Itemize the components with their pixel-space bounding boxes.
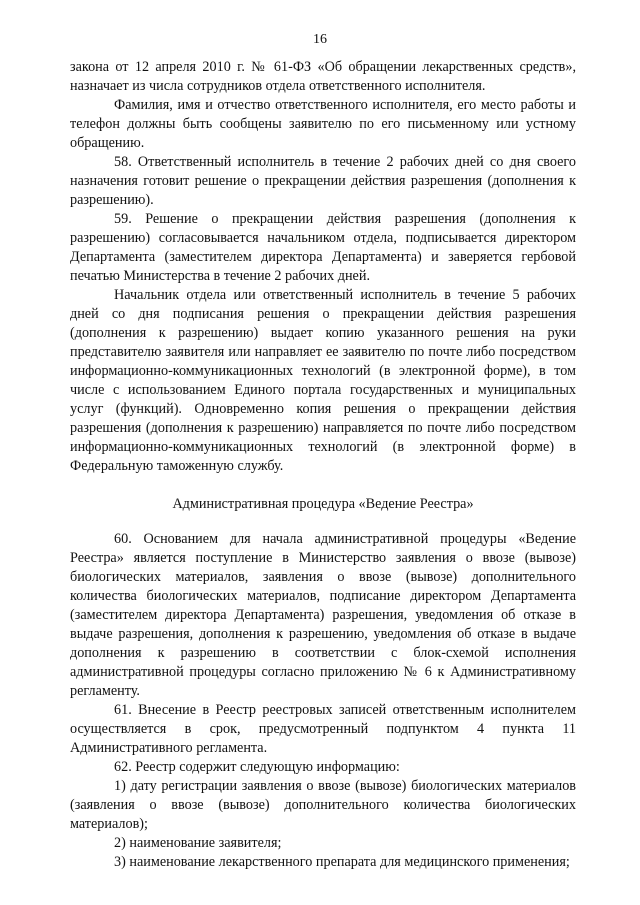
paragraph-61: 61. Внесение в Реестр реестровых записей ответственным исполнителем осуществляется в срок, предусмотренный подпунктом 4 пункта 11 Административного регламента.: [70, 702, 576, 756]
paragraph-59: 59. Решение о прекращении действия разрешения (дополнения к разрешению) согласовывается начальником отдела, подписывается директором Департамента (заместителем директора Департамента) и заверяется гербовой печатью Министерства в течение 2 рабочих дней.: [70, 211, 576, 284]
list-item: 1) дату регистрации заявления о ввозе (вывозе) биологических материалов (заявления о ввозе (вывозе) дополнительного количества биологических материалов);: [70, 778, 576, 832]
list-item: 2) наименование заявителя;: [114, 835, 282, 851]
document-body: [70, 58, 576, 872]
page-number: 16: [313, 32, 327, 47]
list-item: 3) наименование лекарственного препарата для медицинского применения;: [114, 854, 570, 870]
paragraph-law-reference: закона от 12 апреля 2010 г. № 61-ФЗ «Об обращении лекарственных средств», назначает из числа сотрудников отдела ответственного исполнителя.: [70, 59, 576, 94]
section-heading: Административная процедура «Ведение Реестра»: [172, 496, 474, 512]
paragraph-executor-contact: Фамилия, имя и отчество ответственного исполнителя, его место работы и телефон должны быть сообщены заявителю по его письменному или устному обращению.: [70, 97, 576, 151]
paragraph-60: 60. Основанием для начала административной процедуры «Ведение Реестра» является поступление в Министерство заявления о ввозе (вывозе) биологических материалов, заявления о ввозе (вывозе) дополнительного количества биологических материалов, подписание директором Департамента (заместителем директора Департамента) разрешения, уведомления об отказе в выдаче разрешения, дополнения к разрешению, уведомления об отказе в выдаче дополнения к разрешению в соответствии с блок-схемой исполнения административной процедуры согласно приложению № 6 к Административному регламенту.: [70, 531, 576, 699]
paragraph-58: 58. Ответственный исполнитель в течение 2 рабочих дней со дня своего назначения готовит решение о прекращении действия разрешения (дополнения к разрешению).: [70, 154, 576, 208]
paragraph-decision-delivery: Начальник отдела или ответственный исполнитель в течение 5 рабочих дней со дня подписания решения о прекращении действия разрешения (дополнения к разрешению) выдает копию указанного решения на руки представителю заявителя или направляет ее заявителю по почте либо посредством информационно-коммуникационных технологий (в электронной форме), в том числе с использованием Единого портала государственных и муниципальных услуг (функций). Одновременно копия решения о прекращении действия разрешения (дополнения к разрешению) направляется по почте либо посредством информационно-коммуникационных технологий (в электронной форме) в Федеральную таможенную службу.: [70, 287, 576, 474]
paragraph-62: 62. Реестр содержит следующую информацию:: [114, 759, 400, 775]
